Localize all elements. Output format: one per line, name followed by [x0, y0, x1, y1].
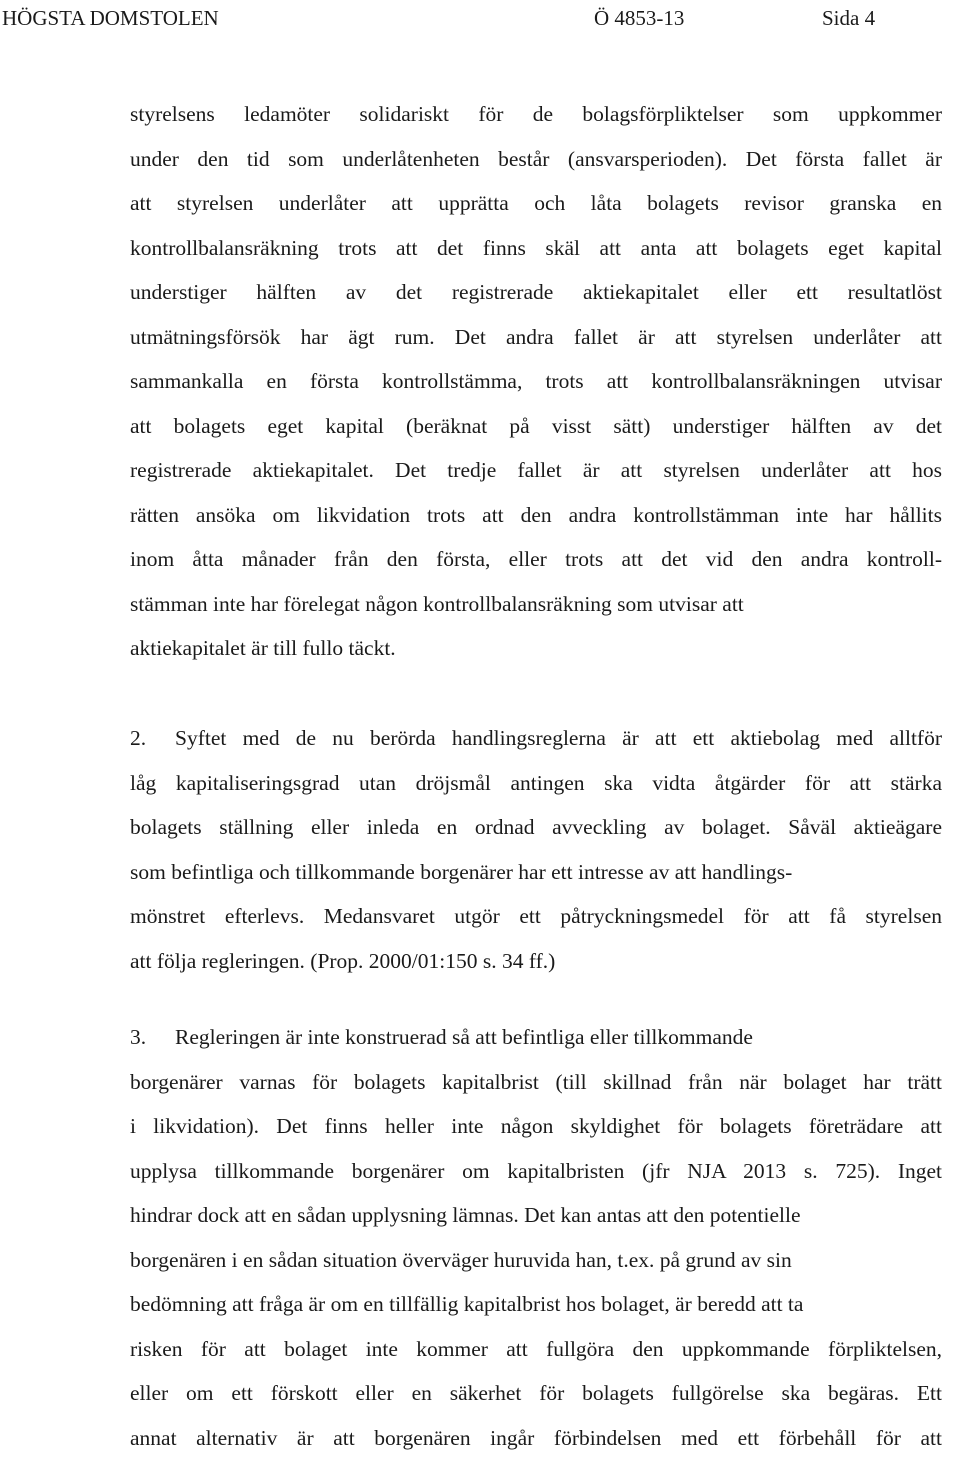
- text-line: att bolagets eget kapital (beräknat på visst sätt) understiger hälften av det: [130, 404, 942, 449]
- text-line-content: Syftet med de nu berörda handlingsreglerna är att ett aktiebolag med alltför: [175, 726, 942, 750]
- text-line: styrelsens ledamöter solidariskt för de bolagsförpliktelser som uppkommer: [130, 92, 942, 137]
- text-line: inom åtta månader från den första, eller trots att det vid den andra kontroll-: [130, 537, 942, 582]
- text-line: hindrar dock att en sådan upplysning lämnas. Det kan antas att den potentielle: [130, 1193, 942, 1238]
- page-number: Sida 4: [822, 2, 875, 34]
- page-header: [0, 2, 960, 34]
- text-line: registrerade aktiekapitalet. Det tredje fallet är att styrelsen underlåter att hos: [130, 448, 942, 493]
- text-line: [130, 1015, 942, 1060]
- court-name: HÖGSTA DOMSTOLEN: [2, 2, 219, 34]
- paragraph-number: 3.: [130, 1015, 175, 1060]
- text-line: risken för att bolaget inte kommer att fullgöra den uppkommande förpliktelsen,: [130, 1327, 942, 1372]
- text-line: eller om ett förskott eller en säkerhet för bolagets fullgörelse ska begäras. Ett: [130, 1371, 942, 1416]
- text-line: stämman inte har förelegat någon kontrollbalansräkning som utvisar att: [130, 582, 942, 627]
- text-line: som befintliga och tillkommande borgenärer har ett intresse av att handlings-: [130, 850, 942, 895]
- text-line: [130, 716, 942, 761]
- paragraph-2: [130, 716, 942, 983]
- text-line: under den tid som underlåtenheten består (ansvarsperioden). Det första fallet är: [130, 137, 942, 182]
- text-line: låg kapitaliseringsgrad utan dröjsmål antingen ska vidta åtgärder för att stärka: [130, 761, 942, 806]
- text-line: rätten ansöka om likvidation trots att den andra kontrollstämman inte har hållits: [130, 493, 942, 538]
- text-line: i likvidation). Det finns heller inte någon skyldighet för bolagets företrädare att: [130, 1104, 942, 1149]
- paragraph-1: [130, 92, 942, 671]
- text-line: mönstret efterlevs. Medansvaret utgör ett påtryckningsmedel för att få styrelsen: [130, 894, 942, 939]
- text-line: borgenären i en sådan situation överväger huruvida han, t.ex. på grund av sin: [130, 1238, 942, 1283]
- case-number: Ö 4853-13: [594, 2, 684, 34]
- text-line: aktiekapitalet är till fullo täckt.: [130, 626, 942, 671]
- text-line: upplysa tillkommande borgenärer om kapitalbristen (jfr NJA 2013 s. 725). Inget: [130, 1149, 942, 1194]
- paragraph-3: [130, 1015, 942, 1460]
- text-line: att styrelsen underlåter att upprätta och låta bolagets revisor granska en: [130, 181, 942, 226]
- paragraph-number: 2.: [130, 716, 175, 761]
- text-line: kontrollbalansräkning trots att det finns skäl att anta att bolagets eget kapital: [130, 226, 942, 271]
- text-line: bolagets ställning eller inleda en ordnad avveckling av bolaget. Såväl aktieägare: [130, 805, 942, 850]
- text-line: borgenärer varnas för bolagets kapitalbrist (till skillnad från när bolaget har trätt: [130, 1060, 942, 1105]
- text-line: utmätningsförsök har ägt rum. Det andra fallet är att styrelsen underlåter att: [130, 315, 942, 360]
- text-line: annat alternativ är att borgenären ingår förbindelsen med ett förbehåll för att: [130, 1416, 942, 1460]
- text-line: sammankalla en första kontrollstämma, trots att kontrollbalansräkningen utvisar: [130, 359, 942, 404]
- text-line: understiger hälften av det registrerade aktiekapitalet eller ett resultatlöst: [130, 270, 942, 315]
- text-line: att följa regleringen. (Prop. 2000/01:150 s. 34 ff.): [130, 939, 942, 984]
- text-line: bedömning att fråga är om en tillfällig kapitalbrist hos bolaget, är beredd att ta: [130, 1282, 942, 1327]
- text-line-content: Regleringen är inte konstruerad så att befintliga eller tillkommande: [175, 1025, 753, 1049]
